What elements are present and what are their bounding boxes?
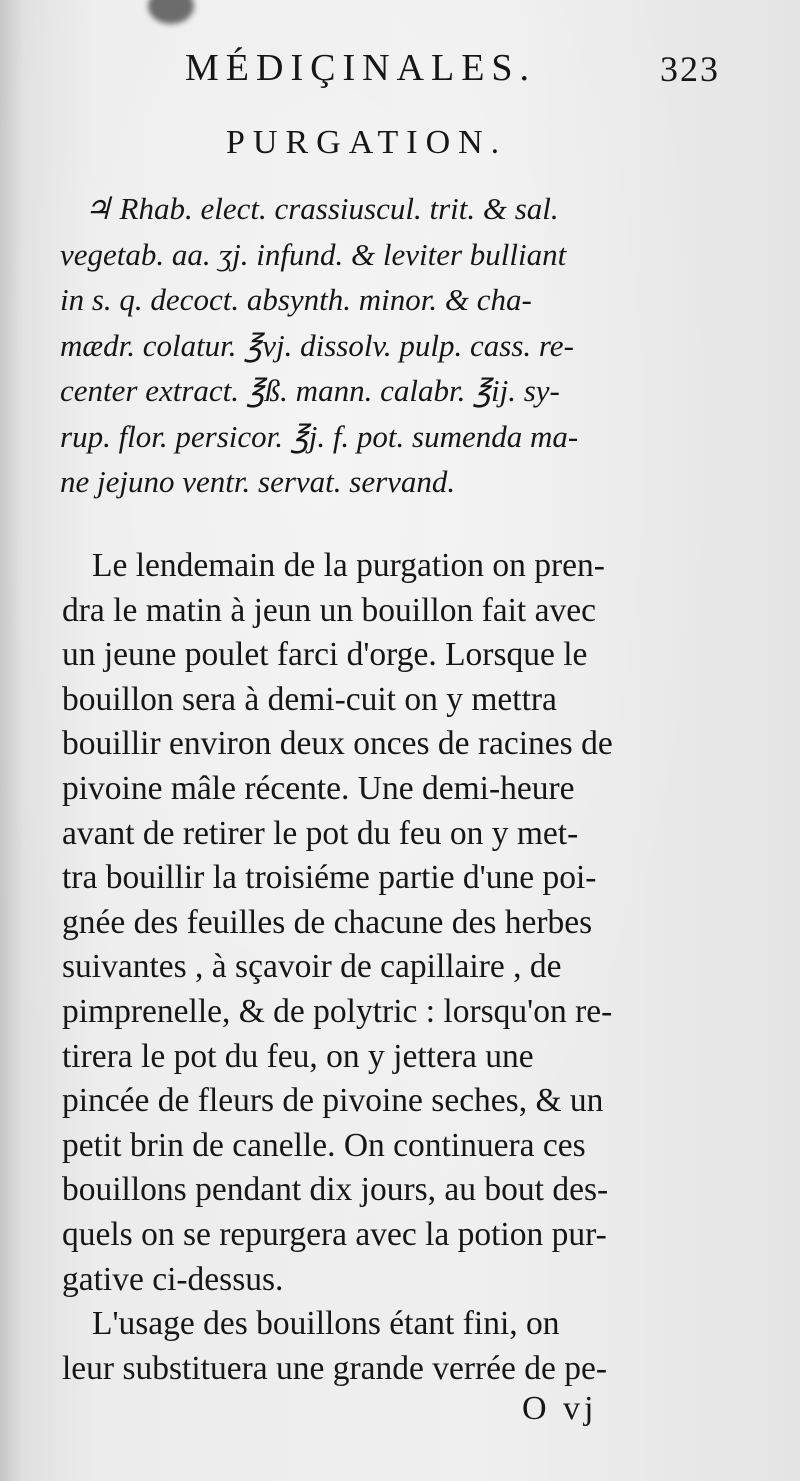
ink-blot (148, 0, 194, 24)
recipe-block (60, 186, 750, 505)
page-number: 323 (660, 49, 720, 89)
recipe-line: center extract. ℥ß. mann. calabr. ℥ij. sy- (60, 373, 560, 408)
text-line: L'usage des bouillons étant fini, on (92, 1305, 560, 1343)
text-line: pimprenelle, & de polytric : lorsqu'on re- (62, 992, 613, 1030)
catchword: O vj (522, 1390, 598, 1427)
text-line: gative ci-dessus. (62, 1260, 284, 1298)
page-header (0, 46, 800, 96)
running-head: MÉDIÇINALES. (185, 47, 537, 89)
text-line: bouillon sera à demi-cuit on y mettra (62, 680, 557, 718)
text-line: Le lendemain de la purgation on pren- (92, 547, 605, 584)
recipe-line: mædr. colatur. ℥vj. dissolv. pulp. cass. re- (60, 327, 574, 363)
text-line: gnée des feuilles de chacune des herbes (62, 903, 593, 941)
body-text (62, 544, 752, 1391)
text-line: tirera le pot du feu, on y jettera une (62, 1037, 534, 1075)
recipe-line: ♃ Rhab. elect. crassiuscul. trit. & sal. (84, 191, 559, 226)
text-line: bouillons pendant dix jours, au bout des- (62, 1171, 609, 1209)
section-title: PURGATION. (226, 124, 508, 161)
recipe-line: in s. q. decoct. absynth. minor. & cha- (60, 282, 532, 317)
recipe-line: ne jejuno ventr. servat. servand. (60, 464, 456, 499)
text-line: dra le matin à jeun un bouillon fait avec (62, 591, 596, 629)
text-line: leur substituera une grande verrée de pe- (62, 1349, 608, 1387)
text-line: suivantes , à sçavoir de capillaire , de (62, 948, 562, 986)
recipe-line: vegetab. aa. ʒj. infund. & leviter bulliant (60, 236, 567, 272)
text-line: petit brin de canelle. On continuera ces (62, 1126, 586, 1164)
text-line: un jeune poulet farci d'orge. Lorsque le (62, 636, 588, 674)
text-line: tra bouillir la troisiéme partie d'une poi- (62, 859, 597, 897)
text-line: quels on se repurgera avec la potion pur- (62, 1215, 607, 1253)
text-line: bouillir environ deux onces de racines de (62, 725, 613, 763)
text-line: avant de retirer le pot du feu on y met- (62, 814, 579, 852)
text-line: pincée de fleurs de pivoine seches, & un (62, 1082, 604, 1120)
text-line: pivoine mâle récente. Une demi-heure (62, 769, 575, 807)
recipe-line: rup. flor. persicor. ℥j. f. pot. sumenda ma- (60, 418, 579, 454)
spine-shadow (0, 0, 24, 1481)
